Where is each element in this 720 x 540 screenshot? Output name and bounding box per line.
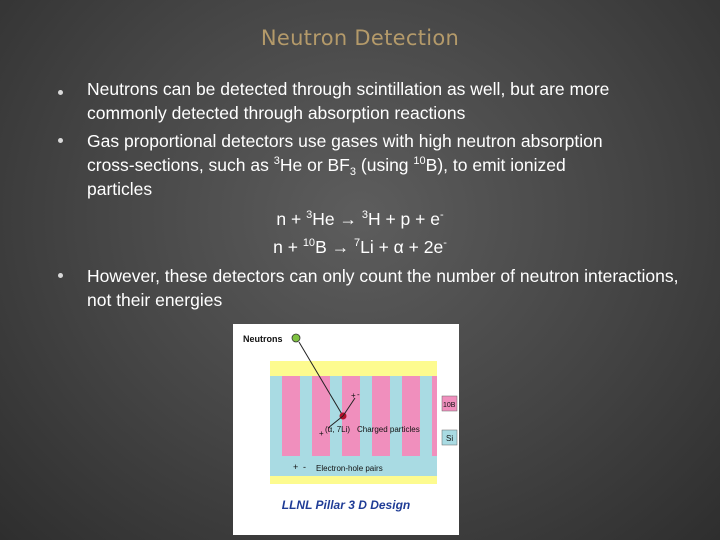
svg-text:+: + xyxy=(351,391,356,400)
bullet-dot xyxy=(58,90,63,95)
svg-text:-: - xyxy=(303,462,306,472)
slide-title: Neutron Detection xyxy=(260,26,460,50)
neutron-dot xyxy=(292,334,300,342)
bullet-text xyxy=(87,129,687,201)
figure-caption: LLNL Pillar 3 D Design xyxy=(281,498,411,512)
charged-particles-label: Charged particles xyxy=(357,425,420,434)
bullet-line: particles xyxy=(87,179,153,199)
bullet-line: Gas proportional detectors use gases with high neutron absorption xyxy=(87,131,603,151)
svg-text:10B: 10B xyxy=(443,402,456,409)
equation-b10: n + $^{10}$B → $^7$Li + α + 2e- xyxy=(273,237,447,257)
bullet-dot xyxy=(58,273,63,278)
electron-hole-label: Electron-hole pairs xyxy=(316,464,383,473)
svg-text:-: - xyxy=(357,390,360,399)
bullet-text: However, these detectors can only count the number of neutron interactions, not their energies xyxy=(87,266,679,310)
bottom-yellow-band xyxy=(270,476,437,484)
alpha-li-label: (α, 7Li) xyxy=(325,425,351,434)
svg-text:+: + xyxy=(319,429,324,438)
bullet-line: cross-sections, such as $^3$He or $BF_3$ (using $^{10}$B), to emit ionized xyxy=(87,155,566,178)
bullet-text: Neutrons can be detected through scintillation as well, but are more commonly detected through absorption reactions xyxy=(87,79,610,123)
neutrons-label: Neutrons xyxy=(243,334,283,344)
pillar-detector-figure xyxy=(233,324,459,535)
bullet-dot xyxy=(58,138,63,143)
svg-text:Si: Si xyxy=(446,434,454,443)
top-yellow-band xyxy=(270,361,437,376)
svg-text:+: + xyxy=(293,462,299,472)
equation-he3: n + $^3$He → $^3$H + p + e- xyxy=(276,209,444,229)
